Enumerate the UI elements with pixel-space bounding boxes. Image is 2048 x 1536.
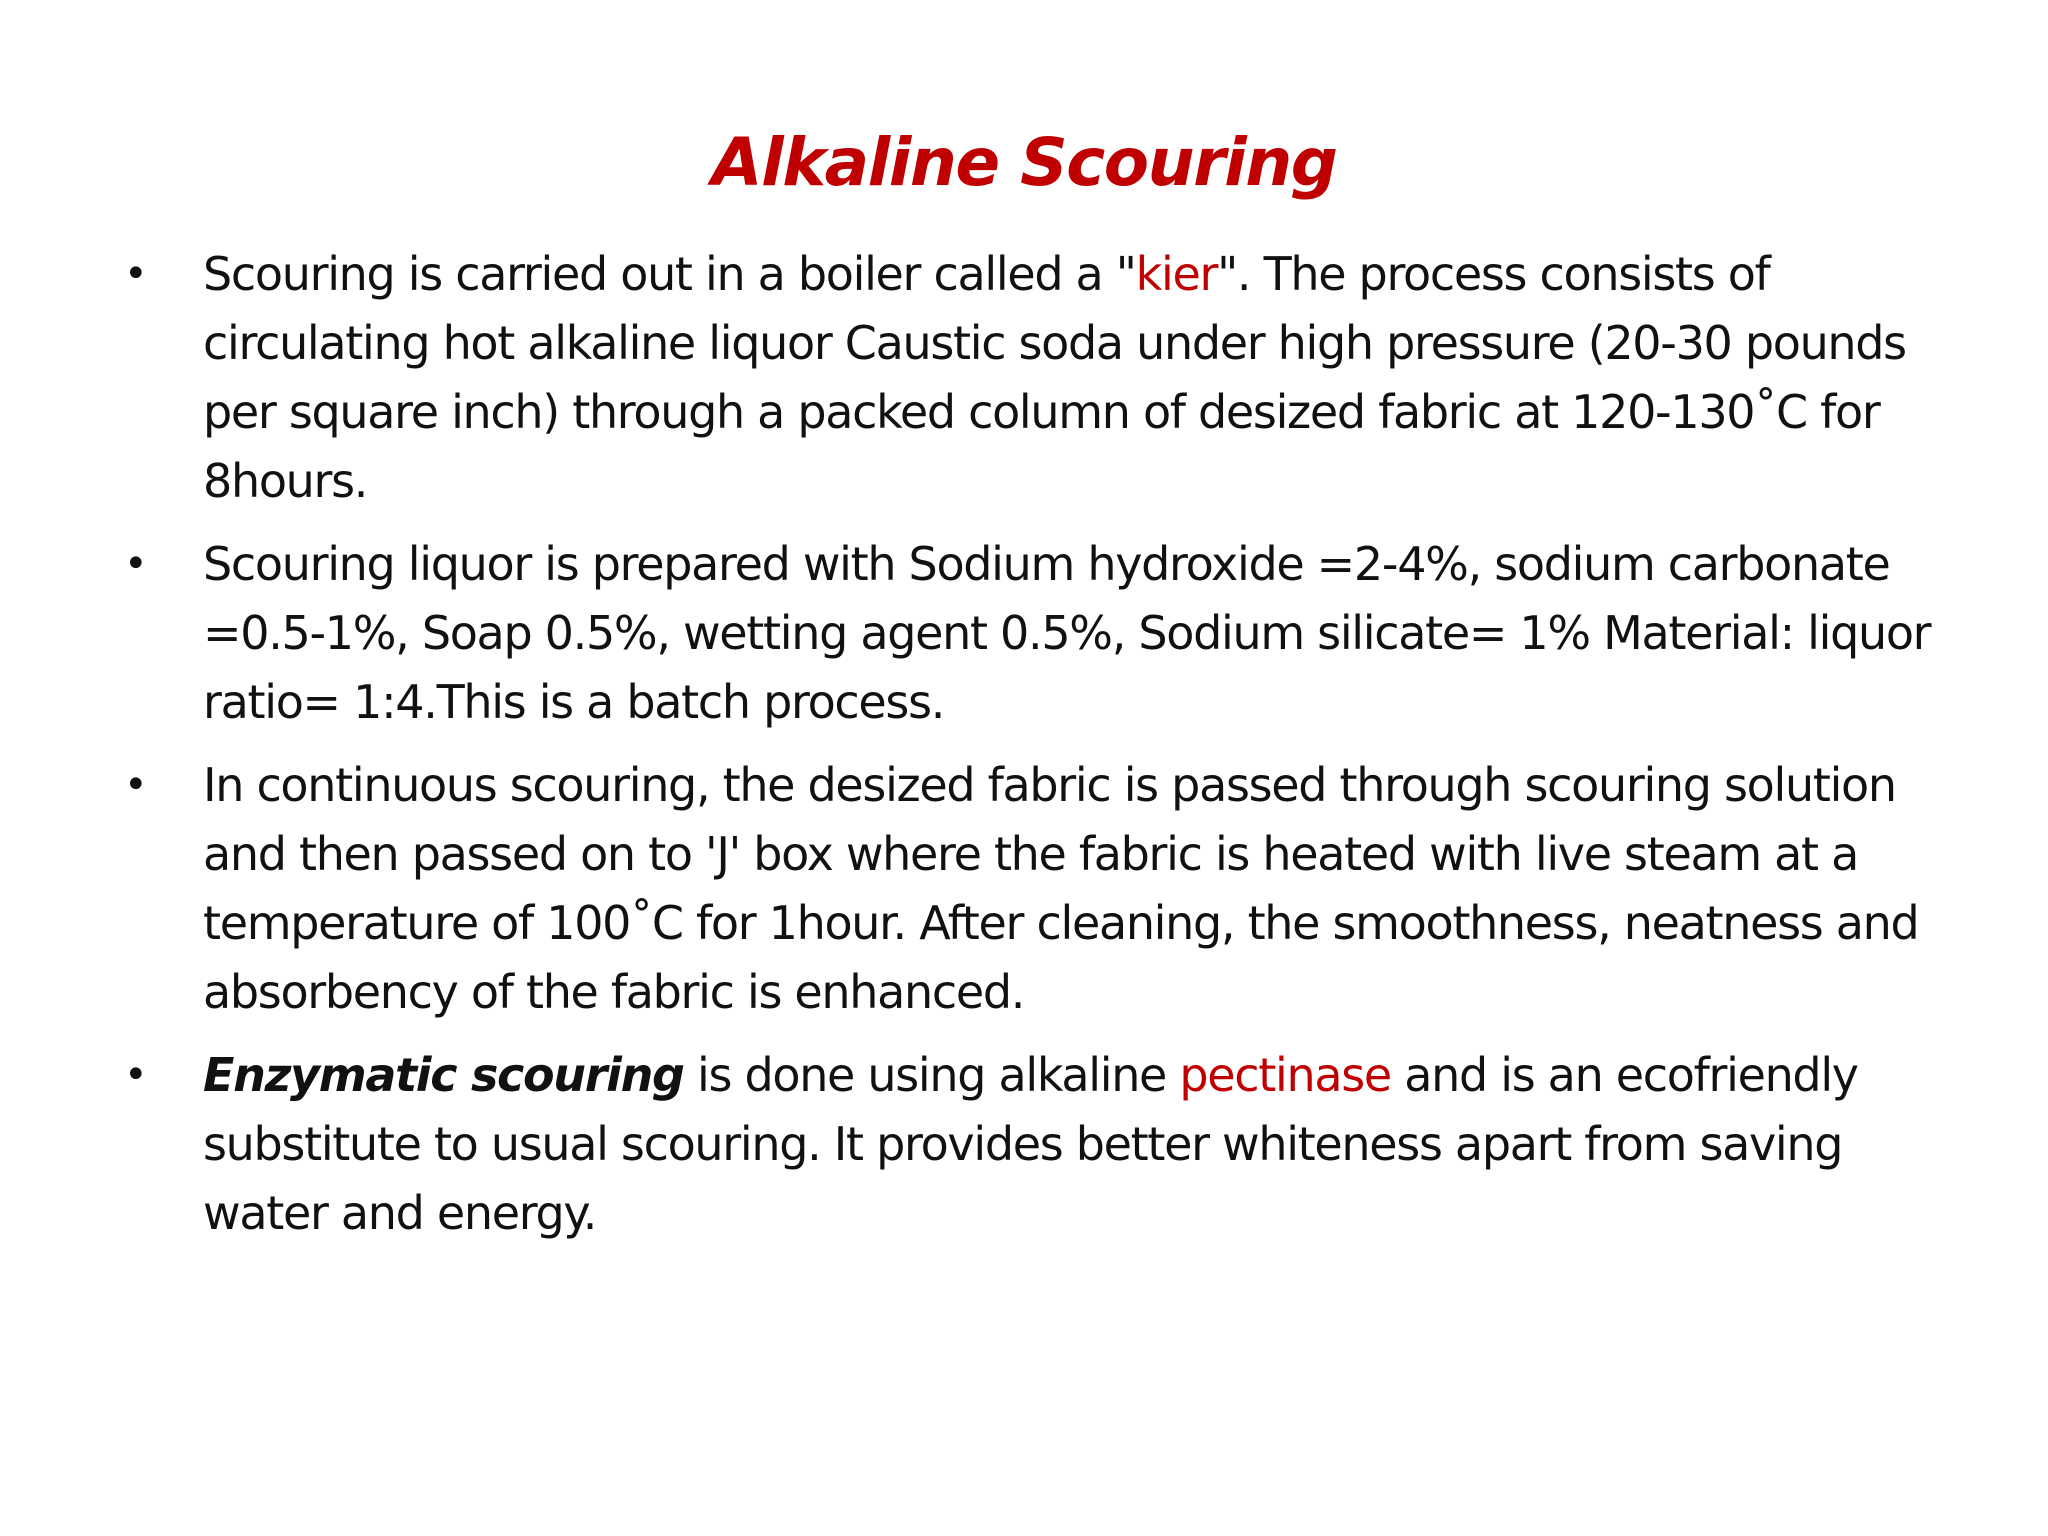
bullet-item-enzymatic (118, 1041, 1938, 1248)
bullet-item-kier (118, 240, 1938, 516)
bullet-dot-icon: • (124, 541, 147, 587)
slide-title: Alkaline Scouring (711, 124, 1337, 201)
bullet-list (118, 240, 1938, 1262)
bullet-dot-icon: • (124, 251, 147, 297)
bullet-text: ". The process consists of circulating hot alkaline liquor Caustic soda under high pressure (20-30 pounds per square inch) through a packed column of desized fabric at 120-130˚C for 8hours. (203, 247, 1906, 508)
bullet-text: In continuous scouring, the desized fabric is passed through scouring solution and then passed on to 'J' box where the fabric is heated with live steam at a temperature of 100˚C for 1hour. After cleaning, the smoothness, neatness and absorbency of the fabric is enhanced. (203, 758, 1919, 1019)
bullet-text: is done using alkaline (683, 1048, 1180, 1102)
highlight-term-kier: kier (1135, 247, 1218, 301)
bullet-text: Scouring is carried out in a boiler called a " (203, 247, 1136, 301)
bullet-text: and is an ecofriendly substitute to usual scouring. It provides better whiteness apart from saving water and energy. (203, 1048, 1858, 1240)
bullet-dot-icon: • (124, 1052, 147, 1098)
emphasis-term-enzymatic: Enzymatic scouring (203, 1048, 684, 1102)
bullet-item-liquor (118, 530, 1938, 737)
bullet-item-continuous (118, 751, 1938, 1027)
bullet-dot-icon: • (124, 762, 147, 808)
bullet-text: Scouring liquor is prepared with Sodium hydroxide =2-4%, sodium carbonate =0.5-1%, Soap 0.5%, wetting agent 0.5%, Sodium silicate= 1% Material: liquor ratio= 1:4.This is a batch process. (203, 537, 1931, 729)
highlight-term-pectinase: pectinase (1179, 1048, 1391, 1102)
